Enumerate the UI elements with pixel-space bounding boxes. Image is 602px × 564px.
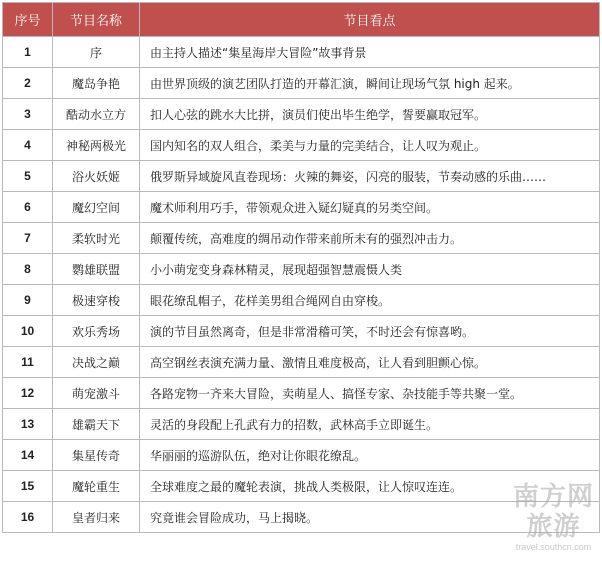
program-name: 魔岛争艳 (53, 68, 140, 99)
program-name: 极速穿梭 (53, 285, 140, 316)
watermark-section: 旅游 (526, 512, 581, 542)
table-row (3, 285, 600, 316)
row-number: 4 (3, 130, 53, 161)
program-name: 集星传奇 (53, 440, 140, 471)
program-highlight: 究竟谁会冒险成功，马上揭晓。 (140, 502, 600, 533)
row-number: 3 (3, 99, 53, 130)
table-header (3, 3, 600, 37)
row-number: 1 (3, 37, 53, 68)
header-desc: 节目看点 (140, 3, 600, 37)
program-highlight: 灵活的身段配上孔武有力的招数，武林高手立即诞生。 (140, 409, 600, 440)
program-name: 魔轮重生 (53, 471, 140, 502)
header-name: 节目名称 (53, 3, 140, 37)
table-row (3, 440, 600, 471)
table-row (3, 409, 600, 440)
program-highlight: 全球难度之最的魔轮表演，挑战人类极限，让人惊叹连连。 (140, 471, 600, 502)
program-name: 决战之巅 (53, 347, 140, 378)
program-highlight: 演的节目虽然离奇，但是非常滑稽可笑，不时还会有惊喜哟。 (140, 316, 600, 347)
program-highlight: 颠覆传统，高难度的绸吊动作带来前所未有的强烈冲击力。 (140, 223, 600, 254)
table-row (3, 471, 600, 502)
program-highlight: 俄罗斯异域旋风直卷现场：火辣的舞姿，闪亮的服装，节奏动感的乐曲…… (140, 161, 600, 192)
table-row (3, 316, 600, 347)
row-number: 7 (3, 223, 53, 254)
program-name: 序 (53, 37, 140, 68)
table-row (3, 378, 600, 409)
table-row (3, 223, 600, 254)
program-highlight: 各路宠物一齐来大冒险，卖萌星人、搞怪专家、杂技能手等共聚一堂。 (140, 378, 600, 409)
row-number: 9 (3, 285, 53, 316)
program-highlight: 扣人心弦的跳水大比拼，演员们使出毕生绝学，誓要赢取冠军。 (140, 99, 600, 130)
table-row (3, 192, 600, 223)
program-name: 雄霸天下 (53, 409, 140, 440)
table-row (3, 130, 600, 161)
program-highlight: 国内知名的双人组合，柔美与力量的完美结合，让人叹为观止。 (140, 130, 600, 161)
table-row (3, 37, 600, 68)
program-name: 皇者归来 (53, 502, 140, 533)
row-number: 12 (3, 378, 53, 409)
row-number: 10 (3, 316, 53, 347)
row-number: 16 (3, 502, 53, 533)
row-number: 2 (3, 68, 53, 99)
program-name: 神秘两极光 (53, 130, 140, 161)
program-name: 魔幻空间 (53, 192, 140, 223)
table-row (3, 502, 600, 533)
row-number: 14 (3, 440, 53, 471)
watermark-url: travel.southcn.com (515, 542, 592, 552)
table-row (3, 161, 600, 192)
header-row (3, 3, 600, 37)
program-highlight: 魔术师利用巧手，带领观众进入疑幻疑真的另类空间。 (140, 192, 600, 223)
table-body (3, 37, 600, 533)
program-highlight: 小小萌宠变身森林精灵，展现超强智慧震慑人类 (140, 254, 600, 285)
program-name: 柔软时光 (53, 223, 140, 254)
row-number: 6 (3, 192, 53, 223)
program-highlight: 由世界顶级的演艺团队打造的开幕汇演，瞬间让现场气氛 high 起来。 (140, 68, 600, 99)
row-number: 5 (3, 161, 53, 192)
table-row (3, 68, 600, 99)
row-number: 11 (3, 347, 53, 378)
program-highlight: 华丽丽的巡游队伍，绝对让你眼花缭乱。 (140, 440, 600, 471)
row-number: 8 (3, 254, 53, 285)
row-number: 13 (3, 409, 53, 440)
row-number: 15 (3, 471, 53, 502)
program-table (2, 2, 600, 533)
program-name: 酷动水立方 (53, 99, 140, 130)
program-highlight: 由主持人描述“集星海岸大冒险”故事背景 (140, 37, 600, 68)
table-row (3, 99, 600, 130)
table-row (3, 254, 600, 285)
program-name: 浴火妖姬 (53, 161, 140, 192)
program-name: 鹦雄联盟 (53, 254, 140, 285)
program-name: 萌宠激斗 (53, 378, 140, 409)
program-highlight: 眼花缭乱帽子，花样美男组合绳网自由穿梭。 (140, 285, 600, 316)
program-highlight: 高空钢丝表演充满力量、激情且难度极高，让人看到胆颤心惊。 (140, 347, 600, 378)
table-row (3, 347, 600, 378)
header-num: 序号 (3, 3, 53, 37)
watermark-brand: 南方网 (512, 482, 594, 512)
program-name: 欢乐秀场 (53, 316, 140, 347)
